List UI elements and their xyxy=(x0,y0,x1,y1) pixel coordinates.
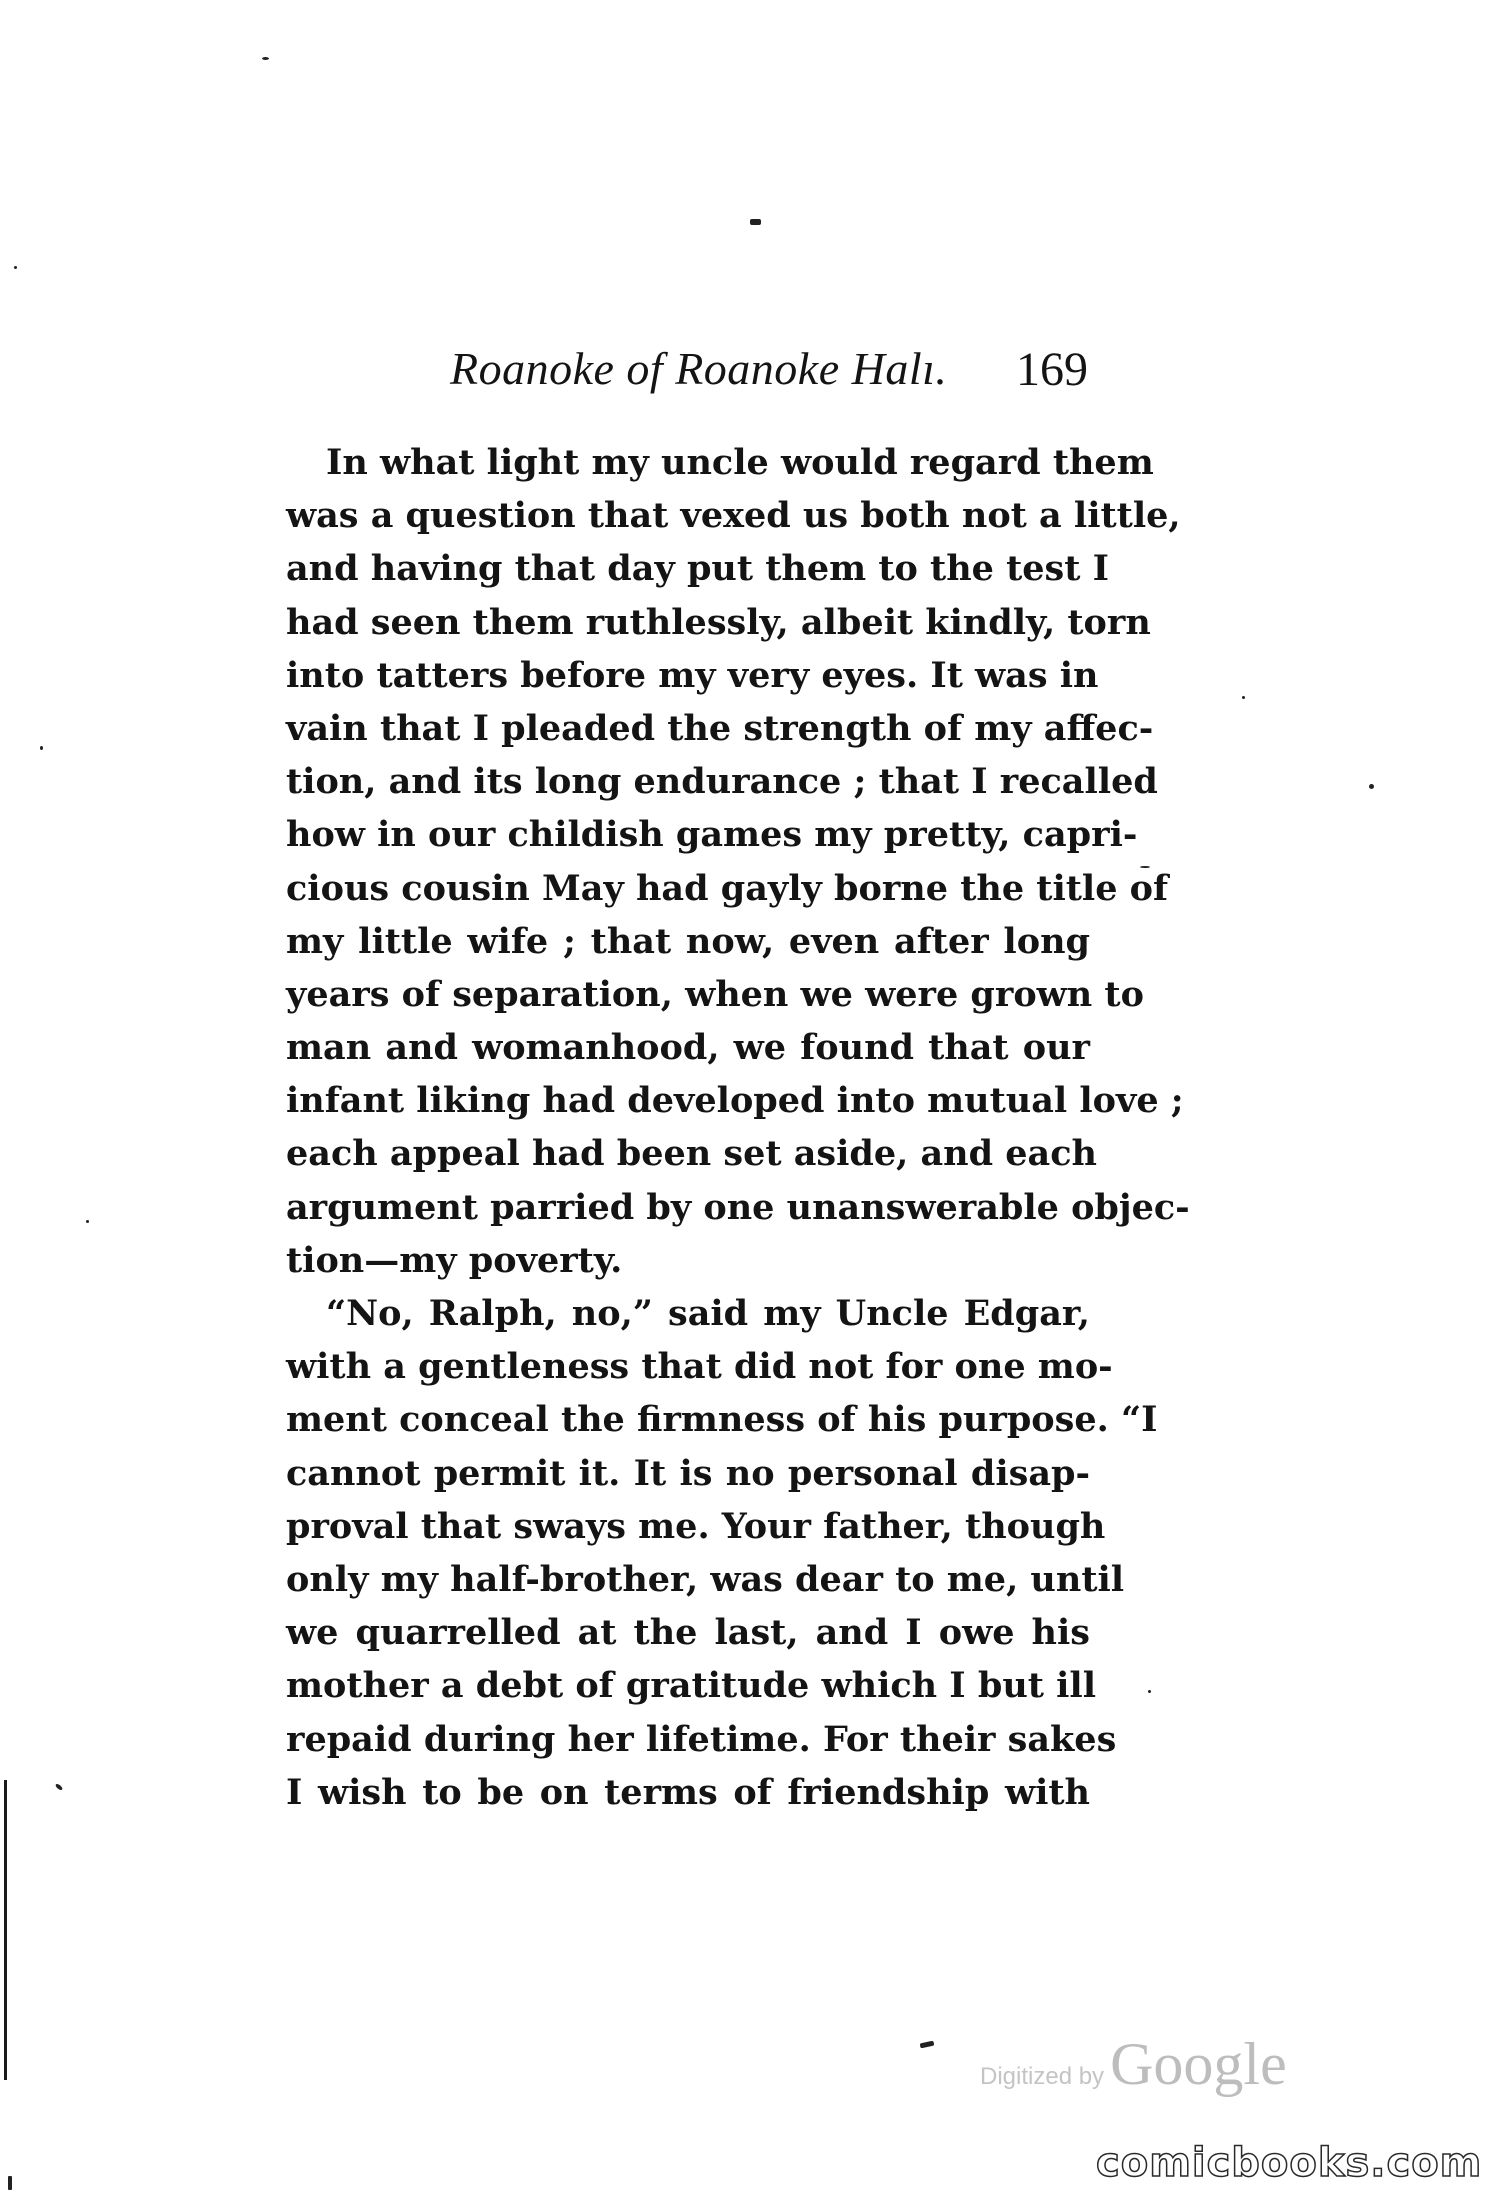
text-line: years of separation, when we were grown to xyxy=(286,973,1144,1015)
page-number: 169 xyxy=(1016,343,1088,396)
text-line: had seen them ruthlessly, albeit kindly, torn xyxy=(286,601,1151,643)
text-line: only my half-brother, was dear to me, until xyxy=(286,1558,1125,1600)
scan-speck xyxy=(1242,696,1245,699)
site-watermark: comicbooks.com xyxy=(1096,2140,1483,2186)
scan-speck xyxy=(8,2176,12,2190)
page-header xyxy=(440,342,1100,402)
google-logo: Google xyxy=(1110,2031,1287,2097)
text-line: infant liking had developed into mutual love ; xyxy=(286,1080,1184,1122)
text-line: cannot permit it. It is no personal disap- xyxy=(286,1452,1090,1494)
text-line: cious cousin May had gayly borne the title of xyxy=(286,867,1169,909)
scan-speck xyxy=(1369,784,1374,789)
text-line: repaid during her lifetime. For their sakes xyxy=(286,1718,1117,1760)
text-line: argument parried by one unanswerable objec- xyxy=(286,1186,1190,1228)
text-line: mother a debt of gratitude which I but ill xyxy=(286,1665,1097,1707)
text-line: ment conceal the firmness of his purpose. “I xyxy=(286,1399,1158,1441)
text-line: and having that day put them to the test I xyxy=(286,548,1109,590)
scan-speck xyxy=(1148,1690,1151,1693)
scan-speck xyxy=(1140,866,1150,868)
text-line: we quarrelled at the last, and I owe his xyxy=(286,1612,1090,1654)
text-line: proval that sways me. Your father, though xyxy=(286,1505,1106,1547)
scan-speck xyxy=(86,1220,89,1223)
scan-speck xyxy=(40,746,43,750)
text-line: man and womanhood, we found that our xyxy=(286,1027,1090,1069)
digitized-by-google xyxy=(980,2030,1287,2110)
margin-rule xyxy=(4,1780,7,2080)
text-line: tion, and its long endurance ; that I recalled xyxy=(286,761,1158,803)
scan-speck xyxy=(920,2041,935,2049)
text-line: with a gentleness that did not for one mo- xyxy=(286,1346,1113,1388)
running-title: Roanoke of Roanoke Halı. xyxy=(450,343,948,394)
scan-speck xyxy=(750,219,761,225)
scan-speck xyxy=(14,266,17,269)
scan-speck xyxy=(55,1783,64,1791)
scan-speck xyxy=(262,57,269,60)
text-line: how in our childish games my pretty, capri- xyxy=(286,814,1138,856)
text-line: tion—my poverty. xyxy=(286,1239,623,1281)
text-line: In what light my uncle would regard them xyxy=(326,442,1154,483)
text-line: my little wife ; that now, even after long xyxy=(286,920,1090,962)
text-line: into tatters before my very eyes. It was in xyxy=(286,654,1099,696)
body-text xyxy=(286,436,1190,1819)
text-line: “No, Ralph, no,” said my Uncle Edgar, xyxy=(326,1293,1090,1334)
digitized-by-text: Digitized by xyxy=(980,2063,1105,2090)
text-line: vain that I pleaded the strength of my affec- xyxy=(286,707,1154,749)
text-line: I wish to be on terms of friendship with xyxy=(286,1771,1090,1813)
text-line: each appeal had been set aside, and each xyxy=(286,1133,1097,1175)
text-line: was a question that vexed us both not a little, xyxy=(286,495,1181,537)
